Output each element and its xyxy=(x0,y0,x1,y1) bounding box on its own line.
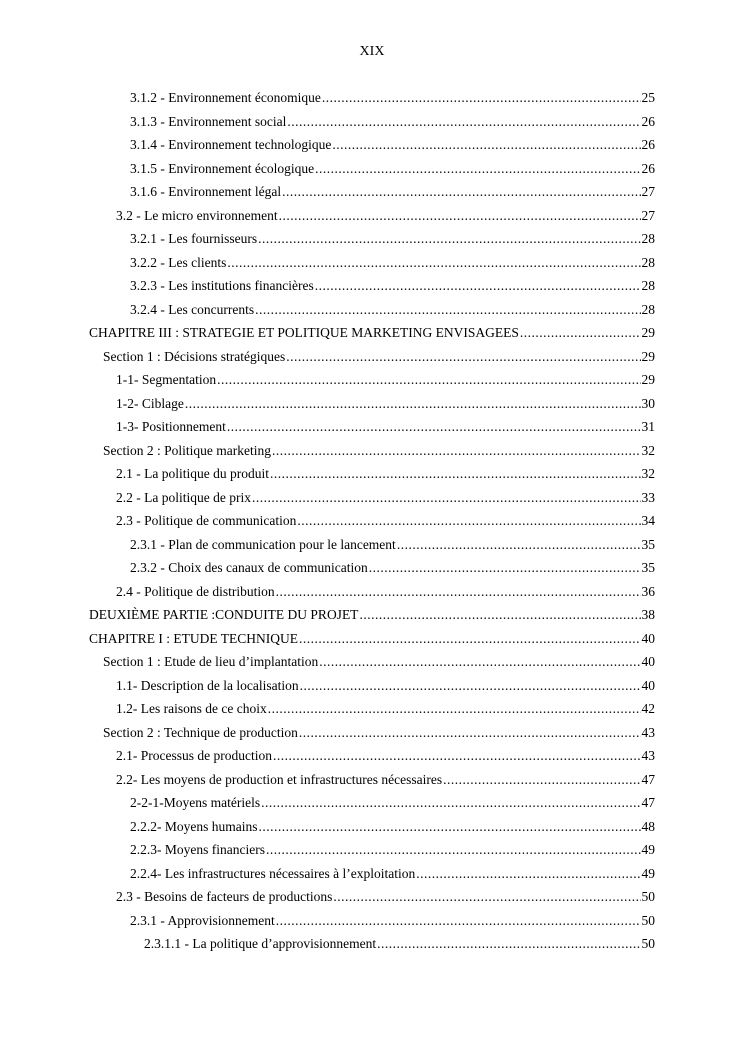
toc-entry-page-number: 32 xyxy=(641,466,655,481)
dot-leader xyxy=(227,415,641,439)
toc-entry-page-number: 27 xyxy=(641,184,655,199)
toc-entry-page-number: 35 xyxy=(641,536,655,552)
toc-entry-page-number: 40 xyxy=(641,630,655,646)
toc-entry-label: 2.3.1 - Approvisionnement xyxy=(130,912,275,928)
toc-entry-page-number: 34 xyxy=(641,513,655,528)
toc-entry[interactable] xyxy=(89,110,655,134)
dot-leader xyxy=(279,204,641,228)
dot-leader xyxy=(416,862,640,886)
toc-entry-label: 3.1.5 - Environnement écologique xyxy=(130,160,315,176)
toc-entry-label: 2.1 - La politique du produit xyxy=(116,466,269,481)
toc-entry[interactable] xyxy=(89,345,655,369)
toc-entry-label: Section 2 : Technique de production xyxy=(103,724,298,740)
toc-entry[interactable] xyxy=(89,909,655,933)
table-of-contents xyxy=(89,86,655,956)
dot-leader xyxy=(261,791,640,815)
toc-entry-label: 2.2- Les moyens de production et infrastructures nécessaires xyxy=(116,771,443,787)
toc-entry-label: 2.3 - Politique de communication xyxy=(116,513,297,528)
toc-entry[interactable] xyxy=(89,180,655,204)
dot-leader xyxy=(273,744,641,768)
dot-leader xyxy=(315,274,641,298)
dot-leader xyxy=(300,674,641,698)
toc-entry-label: 2.2.2- Moyens humains xyxy=(130,818,258,834)
toc-entry-label: DEUXIÈME PARTIE :CONDUITE DU PROJET xyxy=(89,607,359,622)
toc-entry[interactable] xyxy=(89,368,655,392)
toc-entry[interactable] xyxy=(89,462,655,486)
toc-entry-page-number: 29 xyxy=(641,325,655,340)
toc-entry[interactable] xyxy=(89,274,655,298)
toc-entry-page-number: 42 xyxy=(641,701,655,716)
toc-entry-label: 2.3.1 - Plan de communication pour le lancement xyxy=(130,536,396,552)
toc-entry-label: 2.3.1.1 - La politique d’approvisionnement xyxy=(144,936,377,951)
dot-leader xyxy=(255,298,640,322)
toc-entry-label: Section 2 : Politique marketing xyxy=(103,442,271,458)
toc-entry-page-number: 43 xyxy=(641,748,655,763)
toc-entry[interactable] xyxy=(89,768,655,792)
toc-entry-page-number: 43 xyxy=(641,724,655,740)
toc-entry[interactable] xyxy=(89,744,655,768)
toc-entry[interactable] xyxy=(89,697,655,721)
toc-entry-page-number: 50 xyxy=(641,936,655,951)
toc-entry-page-number: 28 xyxy=(641,301,655,317)
dot-leader xyxy=(268,697,641,721)
toc-entry[interactable] xyxy=(89,721,655,745)
page-number: XIX xyxy=(359,44,385,59)
toc-entry[interactable] xyxy=(89,509,655,533)
toc-entry-page-number: 49 xyxy=(641,842,655,857)
dot-leader xyxy=(282,180,640,204)
toc-entry[interactable] xyxy=(89,133,655,157)
toc-entry-label: 2.4 - Politique de distribution xyxy=(116,583,275,599)
toc-entry-page-number: 49 xyxy=(641,865,655,881)
toc-entry[interactable] xyxy=(89,603,655,627)
toc-entry[interactable] xyxy=(89,227,655,251)
toc-entry[interactable] xyxy=(89,533,655,557)
toc-entry[interactable] xyxy=(89,204,655,228)
toc-entry-label: 2.3 - Besoins de facteurs de productions xyxy=(116,889,333,904)
dot-leader xyxy=(322,86,641,110)
toc-entry-page-number: 47 xyxy=(641,795,655,810)
dot-leader xyxy=(252,486,641,510)
toc-entry-label: 2.3.2 - Choix des canaux de communication xyxy=(130,560,368,575)
toc-entry-page-number: 33 xyxy=(641,489,655,505)
dot-leader xyxy=(359,603,640,627)
toc-entry-label: Section 1 : Décisions stratégiques xyxy=(103,348,286,364)
toc-entry-label: 3.1.4 - Environnement technologique xyxy=(130,137,332,152)
toc-entry[interactable] xyxy=(89,86,655,110)
toc-entry-page-number: 29 xyxy=(641,348,655,364)
dot-leader xyxy=(258,227,640,251)
toc-entry-page-number: 38 xyxy=(641,607,655,622)
toc-entry[interactable] xyxy=(89,674,655,698)
toc-entry-label: 3.2.3 - Les institutions financières xyxy=(130,278,314,293)
dot-leader xyxy=(287,110,640,134)
dot-leader xyxy=(217,368,640,392)
dot-leader xyxy=(332,133,640,157)
toc-entry-label: 1.2- Les raisons de ce choix xyxy=(116,701,267,716)
toc-entry-page-number: 28 xyxy=(641,278,655,293)
toc-entry-page-number: 26 xyxy=(641,137,655,152)
dot-leader xyxy=(397,533,641,557)
dot-leader xyxy=(319,650,640,674)
toc-entry-page-number: 26 xyxy=(641,113,655,129)
dot-leader xyxy=(227,251,640,275)
dot-leader xyxy=(333,885,640,909)
toc-entry-label: Section 1 : Etude de lieu d’implantation xyxy=(103,654,319,669)
dot-leader xyxy=(297,509,640,533)
dot-leader xyxy=(266,838,641,862)
dot-leader xyxy=(276,909,641,933)
toc-entry[interactable] xyxy=(89,791,655,815)
toc-entry[interactable] xyxy=(89,556,655,580)
toc-entry-page-number: 28 xyxy=(641,254,655,270)
toc-entry-page-number: 27 xyxy=(641,207,655,223)
toc-entry-page-number: 35 xyxy=(641,560,655,575)
toc-entry-label: 2.2.4- Les infrastructures nécessaires à l’exploitation xyxy=(130,865,416,881)
toc-entry[interactable] xyxy=(89,439,655,463)
toc-entry-page-number: 31 xyxy=(641,419,655,434)
toc-entry-page-number: 50 xyxy=(641,912,655,928)
toc-entry-label: CHAPITRE I : ETUDE TECHNIQUE xyxy=(89,630,298,646)
toc-entry-label: 2.1- Processus de production xyxy=(116,748,272,763)
dot-leader xyxy=(299,627,641,651)
toc-entry[interactable] xyxy=(89,885,655,909)
toc-entry-label: CHAPITRE III : STRATEGIE ET POLITIQUE MARKETING ENVISAGEES xyxy=(89,325,519,340)
dot-leader xyxy=(272,439,641,463)
toc-entry[interactable] xyxy=(89,580,655,604)
toc-entry[interactable] xyxy=(89,298,655,322)
toc-entry-page-number: 32 xyxy=(641,442,655,458)
toc-entry-label: 1.1- Description de la localisation xyxy=(116,677,299,693)
toc-entry-label: 3.1.2 - Environnement économique xyxy=(130,90,321,105)
toc-entry-page-number: 40 xyxy=(641,654,655,669)
toc-entry-label: 3.1.3 - Environnement social xyxy=(130,113,287,129)
toc-entry-page-number: 26 xyxy=(641,160,655,176)
dot-leader xyxy=(520,321,641,345)
toc-entry-page-number: 40 xyxy=(641,677,655,693)
toc-entry-page-number: 50 xyxy=(641,889,655,904)
toc-entry[interactable] xyxy=(89,815,655,839)
dot-leader xyxy=(377,932,640,956)
toc-entry[interactable] xyxy=(89,932,655,956)
dot-leader xyxy=(259,815,641,839)
toc-entry[interactable] xyxy=(89,415,655,439)
toc-entry[interactable] xyxy=(89,321,655,345)
toc-entry-page-number: 30 xyxy=(641,395,655,411)
toc-entry[interactable] xyxy=(89,862,655,886)
dot-leader xyxy=(185,392,641,416)
toc-entry-page-number: 36 xyxy=(641,583,655,599)
toc-entry[interactable] xyxy=(89,157,655,181)
toc-entry-label: 2-2-1-Moyens matériels xyxy=(130,795,261,810)
toc-entry-page-number: 29 xyxy=(641,372,655,387)
toc-entry-label: 1-2- Ciblage xyxy=(116,395,184,411)
toc-entry-label: 3.2.4 - Les concurrents xyxy=(130,301,255,317)
toc-entry[interactable] xyxy=(89,650,655,674)
toc-entry-page-number: 25 xyxy=(641,90,655,105)
dot-leader xyxy=(443,768,640,792)
toc-entry-page-number: 48 xyxy=(641,818,655,834)
dot-leader xyxy=(369,556,641,580)
toc-entry-page-number: 28 xyxy=(641,231,655,246)
dot-leader xyxy=(270,462,641,486)
toc-entry-label: 2.2 - La politique de prix xyxy=(116,489,251,505)
toc-entry-page-number: 47 xyxy=(641,771,655,787)
toc-entry-label: 3.1.6 - Environnement légal xyxy=(130,184,282,199)
dot-leader xyxy=(299,721,641,745)
toc-entry[interactable] xyxy=(89,486,655,510)
toc-entry-label: 1-3- Positionnement xyxy=(116,419,226,434)
dot-leader xyxy=(286,345,640,369)
toc-entry-label: 3.2.2 - Les clients xyxy=(130,254,227,270)
dot-leader xyxy=(315,157,640,181)
toc-entry[interactable] xyxy=(89,251,655,275)
toc-entry-label: 1-1- Segmentation xyxy=(116,372,217,387)
toc-entry-label: 2.2.3- Moyens financiers xyxy=(130,842,265,857)
toc-entry[interactable] xyxy=(89,627,655,651)
toc-entry-label: 3.2.1 - Les fournisseurs xyxy=(130,231,258,246)
toc-entry[interactable] xyxy=(89,392,655,416)
toc-entry[interactable] xyxy=(89,838,655,862)
dot-leader xyxy=(276,580,641,604)
toc-entry-label: 3.2 - Le micro environnement xyxy=(116,207,278,223)
